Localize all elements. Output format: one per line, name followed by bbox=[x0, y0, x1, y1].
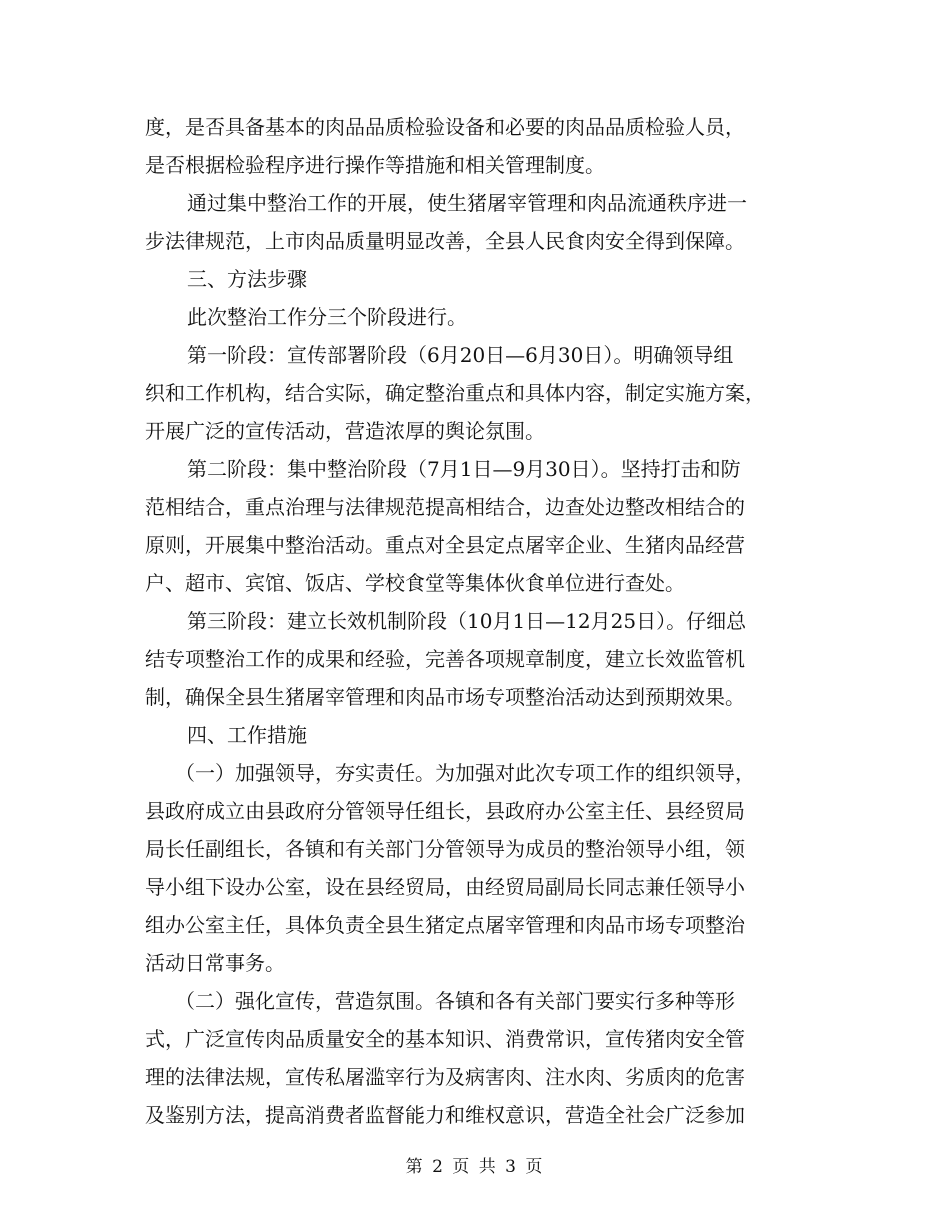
paragraph-stage-2 bbox=[145, 450, 810, 602]
text-line: 通过集中整治工作的开展，使生猪屠宰管理和肉品流通秩序进一 bbox=[187, 191, 747, 215]
text-line: 开展广泛的宣传活动，营造浓厚的舆论氛围。 bbox=[145, 419, 545, 443]
text-line: 是否根据检验程序进行操作等措施和相关管理制度。 bbox=[145, 153, 605, 177]
text-line: 第三阶段：建立长效机制阶段（10月1日—12月25日）。仔细总 bbox=[187, 609, 747, 633]
text-line: 活动日常事务。 bbox=[145, 951, 285, 975]
paragraph-measure-2 bbox=[145, 982, 810, 1134]
section-heading: 四、工作措施 bbox=[187, 723, 307, 747]
text-line: 式，广泛宣传肉品质量安全的基本知识、消费常识，宣传猪肉安全管 bbox=[145, 1027, 745, 1051]
text-line: 此次整治工作分三个阶段进行。 bbox=[187, 305, 467, 329]
text-line: 织和工作机构，结合实际，确定整治重点和具体内容，制定实施方案， bbox=[145, 381, 765, 405]
text-line: 步法律规范，上市肉品质量明显改善，全县人民食肉安全得到保障。 bbox=[145, 229, 745, 253]
text-line: 局长任副组长，各镇和有关部门分管领导为成员的整治领导小组，领 bbox=[145, 837, 745, 861]
text-line: （二）强化宣传，营造氛围。各镇和各有关部门要实行多种等形 bbox=[175, 989, 735, 1013]
text-line: （一）加强领导，夯实责任。为加强对此次专项工作的组织领导， bbox=[175, 761, 755, 785]
paragraph-measure-1 bbox=[145, 754, 810, 982]
section-heading: 三、方法步骤 bbox=[187, 267, 307, 291]
text-line: 及鉴别方法，提高消费者监督能力和维权意识，营造全社会广泛参加 bbox=[145, 1103, 745, 1127]
text-line: 导小组下设办公室，设在县经贸局，由经贸局副局长同志兼任领导小 bbox=[145, 875, 745, 899]
paragraph-4 bbox=[145, 298, 810, 336]
paragraph-stage-1 bbox=[145, 336, 810, 450]
text-line: 户、超市、宾馆、饭店、学校食堂等集体伙食单位进行查处。 bbox=[145, 571, 685, 595]
text-line: 第一阶段：宣传部署阶段（6月20日—6月30日）。明确领导组 bbox=[187, 343, 734, 367]
section-heading-methods bbox=[145, 260, 810, 298]
text-line: 结专项整治工作的成果和经验，完善各项规章制度，建立长效监管机 bbox=[145, 647, 745, 671]
paragraph-2 bbox=[145, 184, 810, 260]
paragraph-stage-3 bbox=[145, 602, 810, 716]
text-line: 理的法律法规，宣传私屠滥宰行为及病害肉、注水肉、劣质肉的危害 bbox=[145, 1065, 745, 1089]
text-line: 组办公室主任，具体负责全县生猪定点屠宰管理和肉品市场专项整治 bbox=[145, 913, 745, 937]
document-body bbox=[145, 108, 810, 1134]
section-heading-measures bbox=[145, 716, 810, 754]
text-line: 制，确保全县生猪屠宰管理和肉品市场专项整治活动达到预期效果。 bbox=[145, 685, 745, 709]
text-line: 原则，开展集中整治活动。重点对全县定点屠宰企业、生猪肉品经营 bbox=[145, 533, 745, 557]
text-line: 度，是否具备基本的肉品品质检验设备和必要的肉品品质检验人员， bbox=[145, 115, 745, 139]
text-line: 第二阶段：集中整治阶段（7月1日—9月30日）。坚持打击和防 bbox=[187, 457, 741, 481]
page-number-footer: 第 2 页 共 3 页 bbox=[405, 1157, 545, 1177]
text-line: 范相结合，重点治理与法律规范提高相结合，边查处边整改相结合的 bbox=[145, 495, 745, 519]
text-line: 县政府成立由县政府分管领导任组长，县政府办公室主任、县经贸局 bbox=[145, 799, 745, 823]
paragraph-1 bbox=[145, 108, 810, 184]
